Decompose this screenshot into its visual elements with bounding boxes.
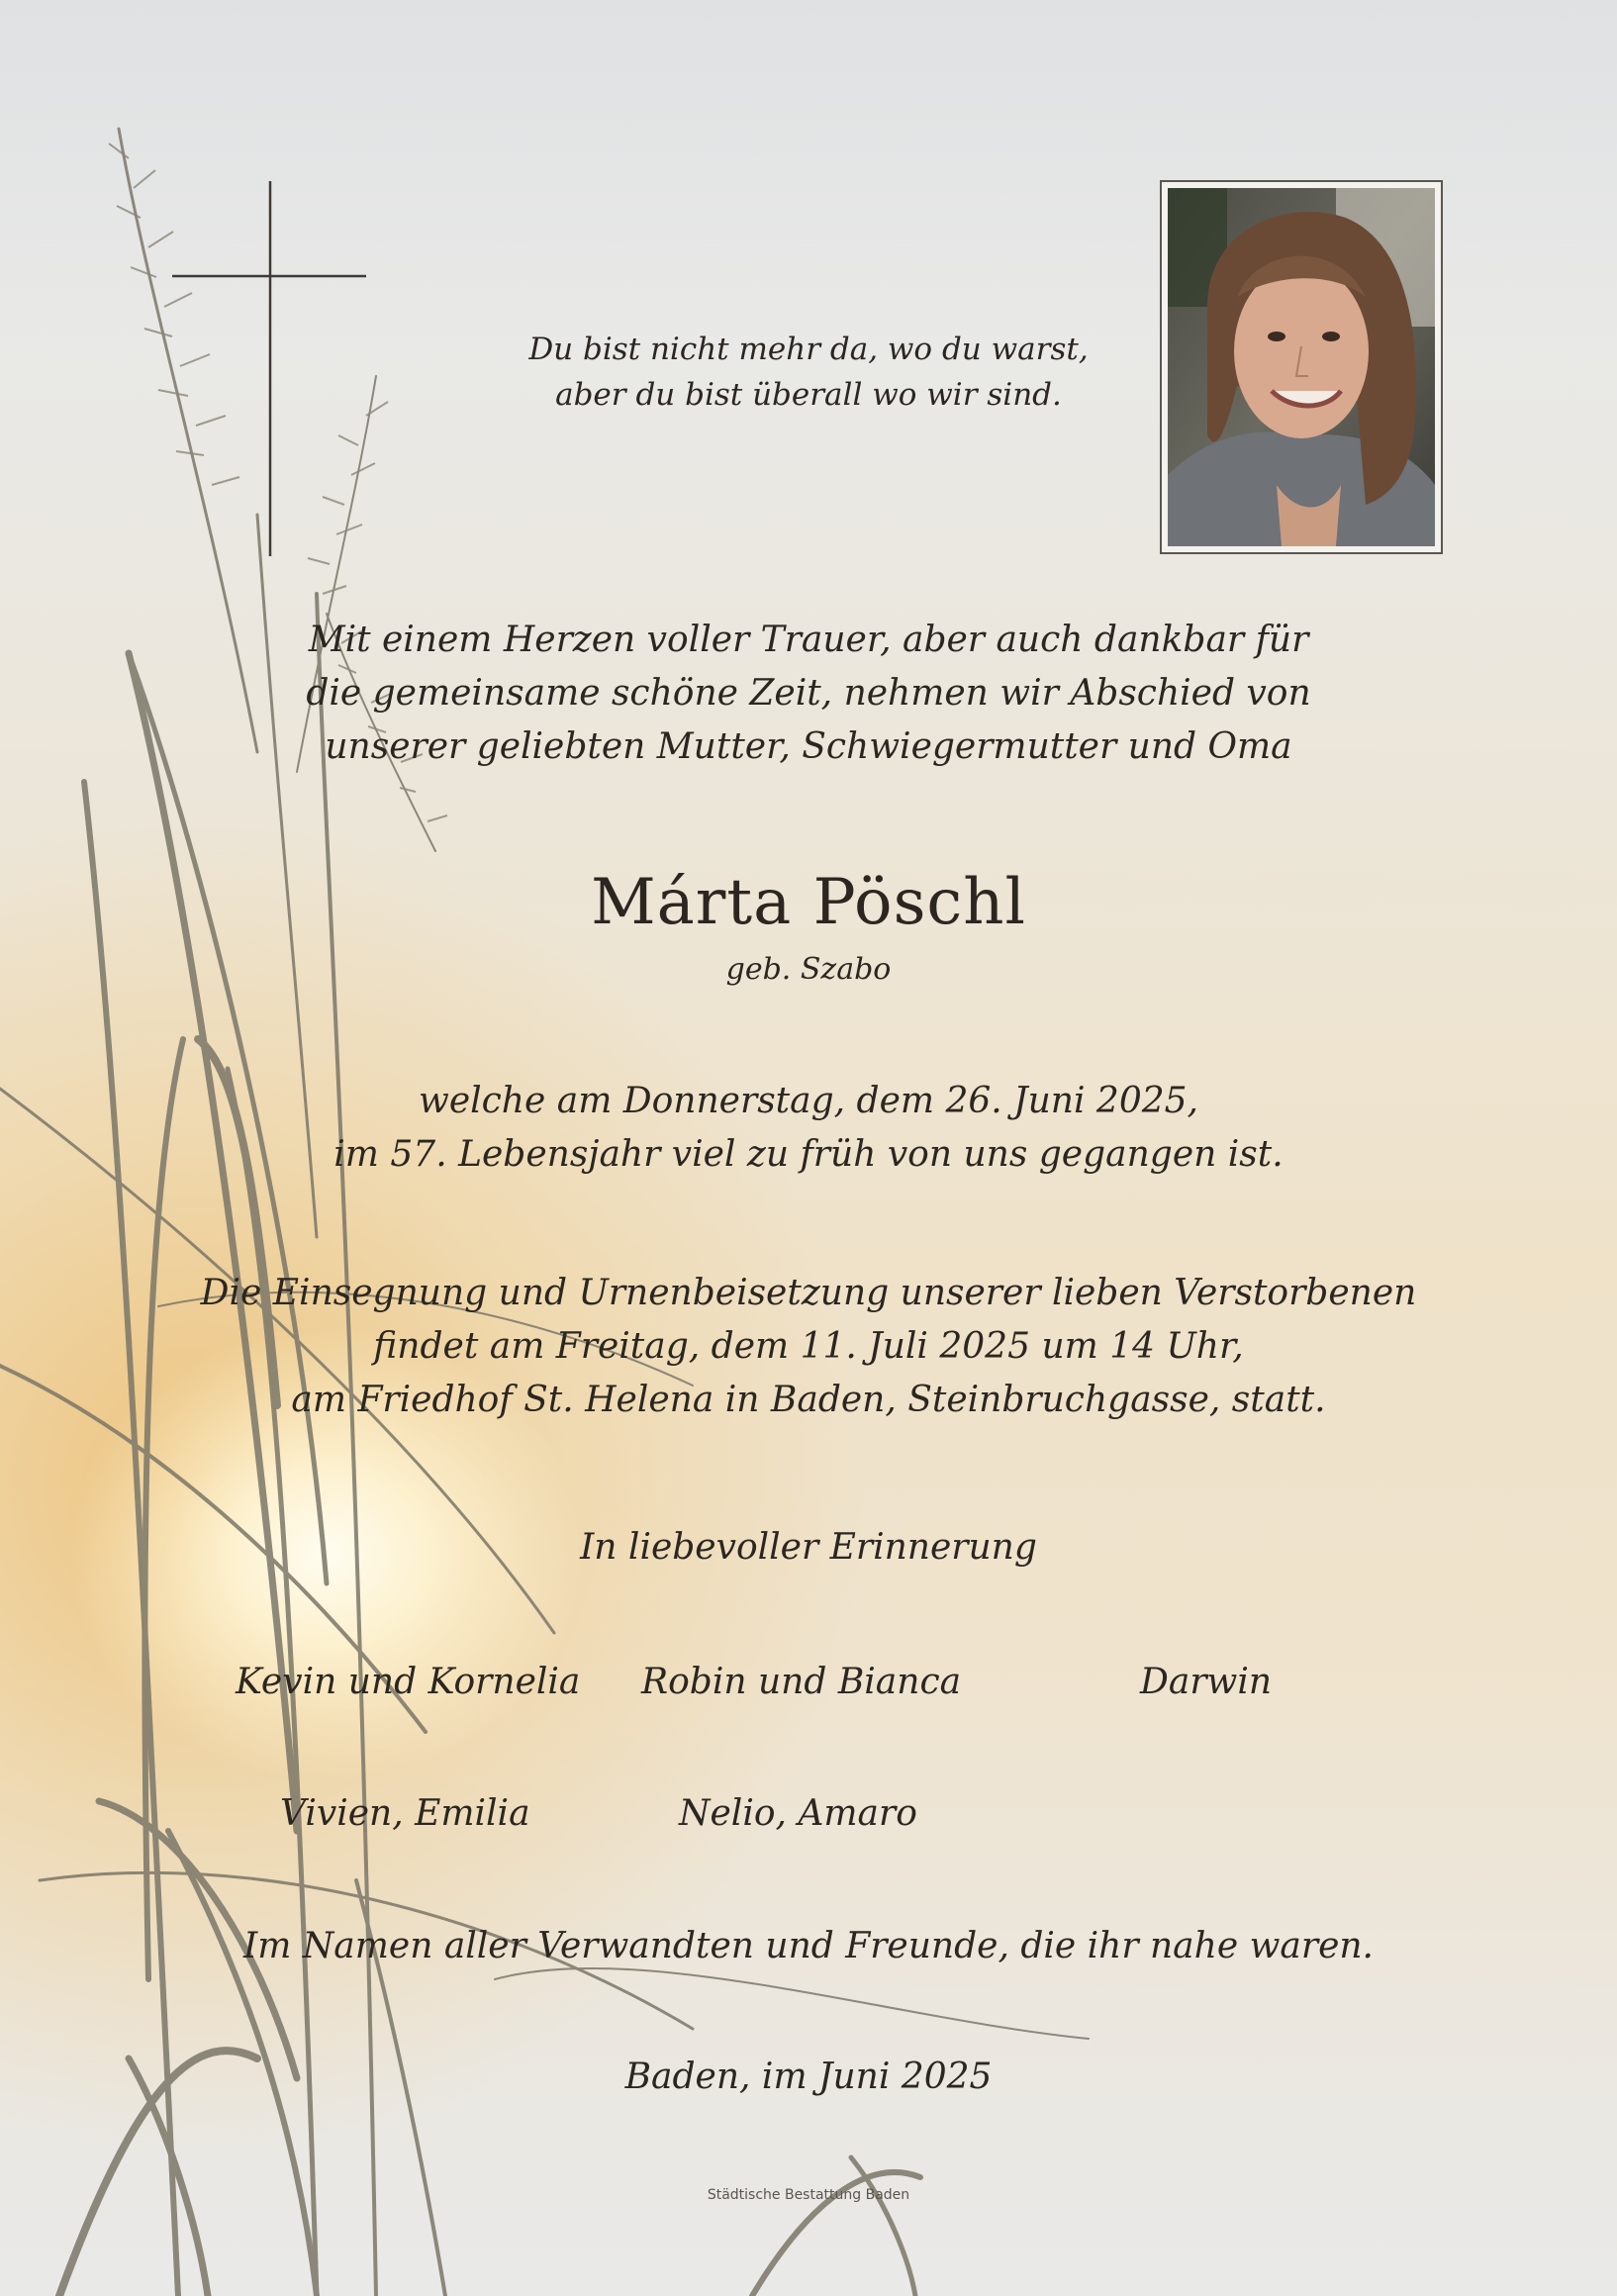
mourner-name: Robin und Bianca bbox=[641, 1662, 962, 1702]
funeral-home-footer: Städtische Bestattung Baden bbox=[707, 2187, 910, 2203]
birth-name: geb. Szabo bbox=[725, 952, 892, 987]
intro-line-1: Mit einem Herzen voller Trauer, aber auch dankbar für bbox=[308, 620, 1309, 660]
place-date: Baden, im Juni 2025 bbox=[624, 2057, 993, 2097]
death-line-1: welche am Donnerstag, dem 26. Juni 2025, bbox=[419, 1081, 1198, 1121]
mourner-name: Kevin und Kornelia bbox=[236, 1662, 581, 1702]
intro-line-3: unserer geliebten Mutter, Schwiegermutter und Oma bbox=[325, 726, 1292, 767]
quote-line-2: aber du bist überall wo wir sind. bbox=[555, 377, 1062, 413]
intro-line-2: die gemeinsame schöne Zeit, nehmen wir Abschied von bbox=[306, 673, 1311, 714]
service-line-3: am Friedhof St. Helena in Baden, Steinbruchgasse, statt. bbox=[291, 1380, 1326, 1420]
service-details bbox=[0, 1267, 1617, 1427]
service-line-1: Die Einsegnung und Urnenbeisetzung unserer lieben Verstorbenen bbox=[200, 1273, 1417, 1313]
death-notice bbox=[0, 1075, 1617, 1182]
quote-line-1: Du bist nicht mehr da, wo du warst, bbox=[528, 332, 1089, 367]
mourner-name: Nelio, Amaro bbox=[679, 1793, 917, 1834]
memory-heading: In liebevoller Erinnerung bbox=[580, 1527, 1037, 1568]
death-line-2: im 57. Lebensjahr viel zu früh von uns gegangen ist. bbox=[333, 1134, 1284, 1175]
mourner-name: Darwin bbox=[1140, 1662, 1273, 1702]
quote bbox=[0, 327, 1617, 418]
service-line-2: findet am Freitag, dem 11. Juli 2025 um 14 Uhr, bbox=[373, 1326, 1244, 1367]
deceased-name: Márta Pöschl bbox=[591, 866, 1026, 939]
intro-text bbox=[0, 614, 1617, 774]
mourner-name: Vivien, Emilia bbox=[280, 1793, 530, 1834]
closing-line: Im Namen aller Verwandten und Freunde, die ihr nahe waren. bbox=[242, 1926, 1374, 1966]
